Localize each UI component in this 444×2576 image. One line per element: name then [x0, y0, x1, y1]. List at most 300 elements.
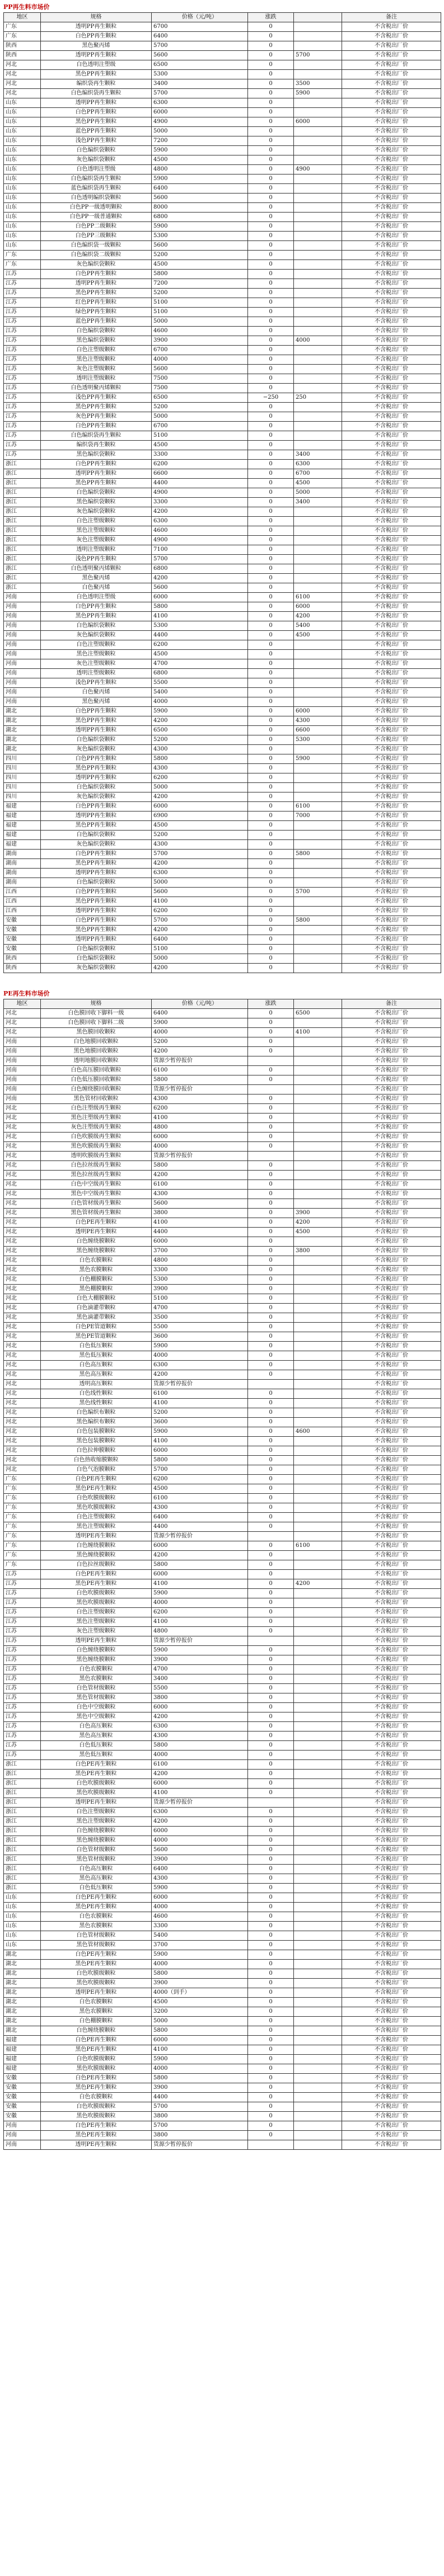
table-row	[4, 2036, 441, 2045]
cell-note: 不含税出厂价	[342, 155, 441, 165]
cell-price: 5300	[152, 621, 248, 631]
cell-change: 0	[248, 1199, 294, 1209]
cell-price-high	[294, 1617, 342, 1627]
cell-price: 6200	[152, 773, 248, 783]
cell-price-high: 4900	[294, 165, 342, 174]
cell-spec: 黑色管材级颗粒	[41, 1941, 152, 1950]
cell-price-high	[294, 22, 342, 32]
cell-price-high: 5300	[294, 735, 342, 745]
cell-price: 6600	[152, 469, 248, 479]
cell-price: 货源少暂停报价	[152, 1636, 248, 1646]
cell-change: 0	[248, 659, 294, 669]
cell-region: 江苏	[4, 317, 41, 327]
cell-price: 3900	[152, 2083, 248, 2093]
cell-price: 4100	[152, 2045, 248, 2055]
cell-price: 4100	[152, 1399, 248, 1408]
cell-change: 0	[248, 479, 294, 488]
cell-region: 四川	[4, 792, 41, 802]
cell-note: 不含税出厂价	[342, 336, 441, 346]
cell-spec: 透明PP再生颗粒	[41, 935, 152, 945]
cell-price-high	[294, 155, 342, 165]
cell-price-high: 6500	[294, 1009, 342, 1018]
cell-region: 山东	[4, 1893, 41, 1903]
cell-change: 0	[248, 1503, 294, 1513]
cell-change: 0	[248, 555, 294, 564]
cell-spec: 透明PP再生颗粒	[41, 726, 152, 735]
cell-price-high	[294, 517, 342, 526]
cell-change: 0	[248, 422, 294, 431]
cell-region: 浙江	[4, 1760, 41, 1770]
table-row	[4, 251, 441, 260]
table-row	[4, 1437, 441, 1446]
cell-spec: 白色PP再生颗粒	[41, 460, 152, 469]
cell-price-high	[294, 1988, 342, 1998]
cell-change: 0	[248, 1104, 294, 1114]
cell-change: 0	[248, 194, 294, 203]
cell-region: 河北	[4, 60, 41, 70]
table-row	[4, 1617, 441, 1627]
cell-price: 5700	[152, 41, 248, 51]
cell-change: 0	[248, 574, 294, 583]
cell-price: 5900	[152, 2055, 248, 2064]
table-row	[4, 194, 441, 203]
cell-change: 0	[248, 1075, 294, 1085]
cell-spec: 黑色PE再生颗粒	[41, 1579, 152, 1589]
cell-price-high	[294, 1922, 342, 1931]
cell-price: 5200	[152, 1408, 248, 1418]
cell-price: 4000	[152, 1028, 248, 1037]
cell-price: 5600	[152, 365, 248, 374]
cell-change: 0	[248, 1171, 294, 1180]
cell-note: 不含税出厂价	[342, 1969, 441, 1979]
cell-price: 5100	[152, 1294, 248, 1304]
cell-price-high	[294, 203, 342, 213]
cell-change: 0	[248, 460, 294, 469]
cell-price-high	[294, 878, 342, 888]
cell-spec: 白色编织袋颗粒	[41, 831, 152, 840]
table-row	[4, 1560, 441, 1570]
cell-price: 5300	[152, 232, 248, 241]
cell-spec: 白色编织布颗粒	[41, 1408, 152, 1418]
cell-price: 4400	[152, 631, 248, 640]
cell-spec: 透明PP再生颗粒	[41, 907, 152, 916]
cell-price: 6700	[152, 422, 248, 431]
cell-price: 6400	[152, 1865, 248, 1874]
table-row	[4, 1884, 441, 1893]
table-row	[4, 707, 441, 716]
cell-price-high	[294, 2131, 342, 2140]
cell-spec: 黑色包装膜颗粒	[41, 1437, 152, 1446]
cell-change: 0	[248, 2083, 294, 2093]
cell-price-high	[294, 146, 342, 155]
cell-region: 四川	[4, 754, 41, 764]
cell-price: 4800	[152, 1123, 248, 1133]
cell-change: 0	[248, 745, 294, 754]
cell-price: 货源少暂停报价	[152, 1798, 248, 1808]
cell-region: 广东	[4, 1503, 41, 1513]
cell-price-high	[294, 1275, 342, 1285]
cell-price: 4600	[152, 327, 248, 336]
cell-spec: 黑色PP再生颗粒	[41, 289, 152, 298]
cell-price-high	[294, 1589, 342, 1598]
cell-change: 0	[248, 1190, 294, 1199]
cell-change: 0	[248, 1361, 294, 1370]
cell-note: 不含税出厂价	[342, 954, 441, 964]
cell-price-high	[294, 1152, 342, 1161]
cell-note: 不含税出厂价	[342, 678, 441, 688]
cell-price: 4100	[152, 1579, 248, 1589]
cell-price: 6300	[152, 1808, 248, 1817]
cell-region: 陕西	[4, 964, 41, 973]
cell-price: 4200	[152, 1047, 248, 1056]
cell-note: 不含税出厂价	[342, 716, 441, 726]
cell-note: 不含税出厂价	[342, 441, 441, 450]
cell-price-high: 6100	[294, 802, 342, 812]
cell-note: 不含税出厂价	[342, 1161, 441, 1171]
cell-note: 不含税出厂价	[342, 1503, 441, 1513]
cell-spec: 黑色注塑级颗粒	[41, 1817, 152, 1827]
table-row	[4, 1275, 441, 1285]
cell-region: 浙江	[4, 498, 41, 507]
cell-note: 不含税出厂价	[342, 51, 441, 60]
cell-change: 0	[248, 1266, 294, 1275]
cell-region: 山东	[4, 241, 41, 251]
cell-price: 6000	[152, 2036, 248, 2045]
cell-price-high: 6000	[294, 707, 342, 716]
table-row	[4, 2112, 441, 2121]
cell-spec: 黑色管材级再生颗粒	[41, 1209, 152, 1218]
cell-note: 不含税出厂价	[342, 403, 441, 412]
table-row	[4, 174, 441, 184]
cell-spec: 黑色PP再生颗粒	[41, 716, 152, 726]
cell-price-high	[294, 821, 342, 831]
cell-change: 0	[248, 89, 294, 98]
cell-price: 4100	[152, 1789, 248, 1798]
cell-price: 3200	[152, 2007, 248, 2017]
cell-spec: 黑色高压颗粒	[41, 1874, 152, 1884]
cell-price-high	[294, 1066, 342, 1075]
cell-region: 山东	[4, 155, 41, 165]
cell-price: 6200	[152, 907, 248, 916]
table-row	[4, 916, 441, 926]
table-row	[4, 2083, 441, 2093]
cell-change	[248, 1532, 294, 1541]
cell-change: 0	[248, 1247, 294, 1256]
cell-price: 3500	[152, 1313, 248, 1323]
cell-note: 不含税出厂价	[342, 1133, 441, 1142]
cell-change: 0	[248, 1808, 294, 1817]
cell-price-high	[294, 1969, 342, 1979]
cell-region: 山东	[4, 203, 41, 213]
cell-spec: 黑色拉丝级再生颗粒	[41, 1171, 152, 1180]
table-row	[4, 241, 441, 251]
table-header-row	[4, 999, 441, 1009]
cell-price-high	[294, 564, 342, 574]
cell-region: 安徽	[4, 2102, 41, 2112]
cell-spec: 白色编织袋再生颗粒	[41, 431, 152, 441]
cell-note: 不含税出厂价	[342, 1760, 441, 1770]
cell-price-high	[294, 1047, 342, 1056]
cell-change: 0	[248, 1865, 294, 1874]
cell-spec: 黑色PP再生颗粒	[41, 70, 152, 79]
cell-region: 安徽	[4, 926, 41, 935]
table-row	[4, 1465, 441, 1475]
cell-change: 0	[248, 1513, 294, 1522]
cell-price-high: 6100	[294, 1541, 342, 1551]
cell-note: 不含税出厂价	[342, 1075, 441, 1085]
cell-change: 0	[248, 1665, 294, 1674]
cell-price-high: 4500	[294, 1228, 342, 1237]
cell-price: 货源少暂停报价	[152, 2140, 248, 2150]
cell-change: 0	[248, 1313, 294, 1323]
cell-price-high	[294, 2140, 342, 2150]
cell-price-high	[294, 431, 342, 441]
cell-price-high: 5700	[294, 888, 342, 897]
cell-price: 6400	[152, 32, 248, 41]
cell-change: 0	[248, 1142, 294, 1152]
cell-price-high: 4000	[294, 336, 342, 346]
cell-price: 5400	[152, 688, 248, 697]
cell-price-high	[294, 2017, 342, 2026]
table-row	[4, 2121, 441, 2131]
cell-region: 福建	[4, 831, 41, 840]
table-row	[4, 1979, 441, 1988]
cell-change: 0	[248, 146, 294, 155]
table-row	[4, 32, 441, 41]
section-gap	[0, 973, 444, 987]
cell-note: 不含税出厂价	[342, 526, 441, 536]
cell-price-high: 7000	[294, 812, 342, 821]
cell-price-high	[294, 907, 342, 916]
table-row	[4, 1380, 441, 1389]
cell-price: 4200	[152, 1712, 248, 1722]
cell-price: 6700	[152, 22, 248, 32]
cell-region: 湖北	[4, 726, 41, 735]
cell-region: 山东	[4, 213, 41, 222]
cell-change: 0	[248, 469, 294, 479]
cell-note: 不含税出厂价	[342, 1190, 441, 1199]
cell-region: 浙江	[4, 1855, 41, 1865]
cell-price: 5900	[152, 707, 248, 716]
cell-note: 不含税出厂价	[342, 1874, 441, 1884]
table-row	[4, 555, 441, 564]
table-row	[4, 1123, 441, 1133]
cell-change: 0	[248, 1998, 294, 2007]
cell-note: 不含税出厂价	[342, 460, 441, 469]
cell-spec: 透明PE再生颗粒	[41, 1636, 152, 1646]
cell-spec: 透明PP再生颗粒	[41, 469, 152, 479]
table-row	[4, 184, 441, 194]
table-row	[4, 1218, 441, 1228]
cell-spec: 透明PP再生颗粒	[41, 98, 152, 108]
cell-change: 0	[248, 1846, 294, 1855]
cell-note: 不含税出厂价	[342, 1237, 441, 1247]
cell-price: 3600	[152, 1418, 248, 1427]
cell-region: 江苏	[4, 270, 41, 279]
cell-note: 不含税出厂价	[342, 194, 441, 203]
cell-region: 陕西	[4, 954, 41, 964]
cell-spec: 透明注塑级颗粒	[41, 545, 152, 555]
cell-change: 0	[248, 1218, 294, 1228]
table-row	[4, 945, 441, 954]
cell-price: 6100	[152, 1066, 248, 1075]
cell-price: 6300	[152, 517, 248, 526]
cell-region: 江苏	[4, 1636, 41, 1646]
cell-spec: 透明PE再生颗粒	[41, 1532, 152, 1541]
cell-price-high	[294, 194, 342, 203]
cell-note: 不含税出厂价	[342, 1551, 441, 1560]
cell-price: 6800	[152, 213, 248, 222]
cell-region: 浙江	[4, 1770, 41, 1779]
table-row	[4, 1808, 441, 1817]
cell-region: 河南	[4, 1066, 41, 1075]
cell-region: 河北	[4, 1427, 41, 1437]
cell-price-high	[294, 241, 342, 251]
cell-note: 不含税出厂价	[342, 1712, 441, 1722]
cell-price: 7200	[152, 136, 248, 146]
cell-price: 5600	[152, 1846, 248, 1855]
cell-region: 江西	[4, 907, 41, 916]
cell-region: 山东	[4, 117, 41, 127]
cell-spec: 白色PP再生颗粒	[41, 707, 152, 716]
cell-spec: 白色注塑级颗粒	[41, 1513, 152, 1522]
table-row	[4, 1855, 441, 1865]
cell-note: 不含税出厂价	[342, 422, 441, 431]
table-row	[4, 1751, 441, 1760]
cell-price-high	[294, 1770, 342, 1779]
cell-price-high	[294, 1836, 342, 1846]
cell-price: 6000	[152, 1779, 248, 1789]
cell-change: 0	[248, 1494, 294, 1503]
cell-spec: 黑色农膜颗粒	[41, 1674, 152, 1684]
cell-region: 河北	[4, 1228, 41, 1237]
cell-note: 不含税出厂价	[342, 260, 441, 270]
cell-region: 河北	[4, 1342, 41, 1351]
cell-note: 不含税出厂价	[342, 745, 441, 754]
table-row	[4, 1408, 441, 1418]
table-row	[4, 1541, 441, 1551]
cell-note: 不含税出厂价	[342, 146, 441, 155]
cell-price-high	[294, 317, 342, 327]
cell-note: 不含税出厂价	[342, 735, 441, 745]
table-row	[4, 498, 441, 507]
cell-price: 4600	[152, 1912, 248, 1922]
cell-change: 0	[248, 897, 294, 907]
table-row	[4, 1998, 441, 2007]
table-row	[4, 2045, 441, 2055]
cell-price-high	[294, 1418, 342, 1427]
cell-note: 不含税出厂价	[342, 79, 441, 89]
cell-price-high: 4200	[294, 1579, 342, 1589]
cell-spec: 白色透明注塑级	[41, 165, 152, 174]
cell-region: 江苏	[4, 1598, 41, 1608]
cell-region: 河南	[4, 1085, 41, 1094]
cell-price: 4000	[152, 2064, 248, 2074]
table-row	[4, 1874, 441, 1884]
cell-spec: 黑色吹膜级颗粒	[41, 1598, 152, 1608]
cell-spec: 白色棚膜颗粒	[41, 2017, 152, 2026]
cell-change: 0	[248, 260, 294, 270]
cell-region: 河北	[4, 1275, 41, 1285]
cell-spec: 白色农膜颗粒	[41, 1256, 152, 1266]
cell-note: 不含税出厂价	[342, 1684, 441, 1693]
table-row	[4, 1846, 441, 1855]
cell-spec: 白色PP再生颗粒	[41, 850, 152, 859]
cell-change: 0	[248, 640, 294, 650]
cell-price: 5700	[152, 89, 248, 98]
cell-note: 不含税出厂价	[342, 2026, 441, 2036]
cell-spec: 白色透明编织袋颗粒	[41, 194, 152, 203]
table-row	[4, 1190, 441, 1199]
cell-region: 四川	[4, 773, 41, 783]
cell-price-high	[294, 260, 342, 270]
table-row	[4, 1817, 441, 1827]
table-row	[4, 412, 441, 422]
cell-spec: 黑色PE再生颗粒	[41, 1770, 152, 1779]
cell-price-high	[294, 174, 342, 184]
cell-region: 山东	[4, 146, 41, 155]
cell-price-high	[294, 403, 342, 412]
cell-spec: 白色高压膜回收颗粒	[41, 1066, 152, 1075]
table-row	[4, 1722, 441, 1732]
cell-price: 4800	[152, 1627, 248, 1636]
cell-price-high	[294, 213, 342, 222]
cell-price: 4800	[152, 1256, 248, 1266]
price-report-page	[0, 2, 444, 2150]
cell-price-high	[294, 1570, 342, 1579]
cell-change: 0	[248, 945, 294, 954]
cell-price-high	[294, 1636, 342, 1646]
cell-change: 0	[248, 1693, 294, 1703]
cell-note: 不含税出厂价	[342, 1266, 441, 1275]
cell-price-high: 4100	[294, 1028, 342, 1037]
table-row	[4, 1865, 441, 1874]
table-row	[4, 2064, 441, 2074]
cell-price-high	[294, 1123, 342, 1133]
cell-region: 广东	[4, 260, 41, 270]
cell-region: 广东	[4, 251, 41, 260]
cell-change: 0	[248, 1827, 294, 1836]
table-row	[4, 403, 441, 412]
cell-change: 0	[248, 1884, 294, 1893]
table-row	[4, 1152, 441, 1161]
cell-change: 0	[248, 1579, 294, 1589]
table-row	[4, 450, 441, 460]
cell-price: 4300	[152, 1503, 248, 1513]
cell-price: 5000	[152, 127, 248, 136]
cell-price: 5200	[152, 735, 248, 745]
cell-change: 0	[248, 1874, 294, 1884]
cell-change: 0	[248, 184, 294, 194]
cell-price: 6300	[152, 1361, 248, 1370]
cell-change: 0	[248, 1332, 294, 1342]
cell-note: 不含税出厂价	[342, 89, 441, 98]
table-row	[4, 2007, 441, 2017]
cell-note: 不含税出厂价	[342, 764, 441, 773]
cell-note: 不含税出厂价	[342, 1846, 441, 1855]
header-blank	[294, 13, 342, 22]
cell-spec: 灰色编织袋颗粒	[41, 155, 152, 165]
cell-price-high	[294, 1342, 342, 1351]
cell-spec: 白色低压颗粒	[41, 1884, 152, 1893]
cell-note: 不含税出厂价	[342, 1732, 441, 1741]
cell-price-high	[294, 650, 342, 659]
cell-spec: 白色PP一级透明颗粒	[41, 203, 152, 213]
table-row	[4, 1969, 441, 1979]
cell-region: 山东	[4, 1941, 41, 1950]
cell-note: 不含税出厂价	[342, 878, 441, 888]
cell-note: 不含税出厂价	[342, 41, 441, 51]
